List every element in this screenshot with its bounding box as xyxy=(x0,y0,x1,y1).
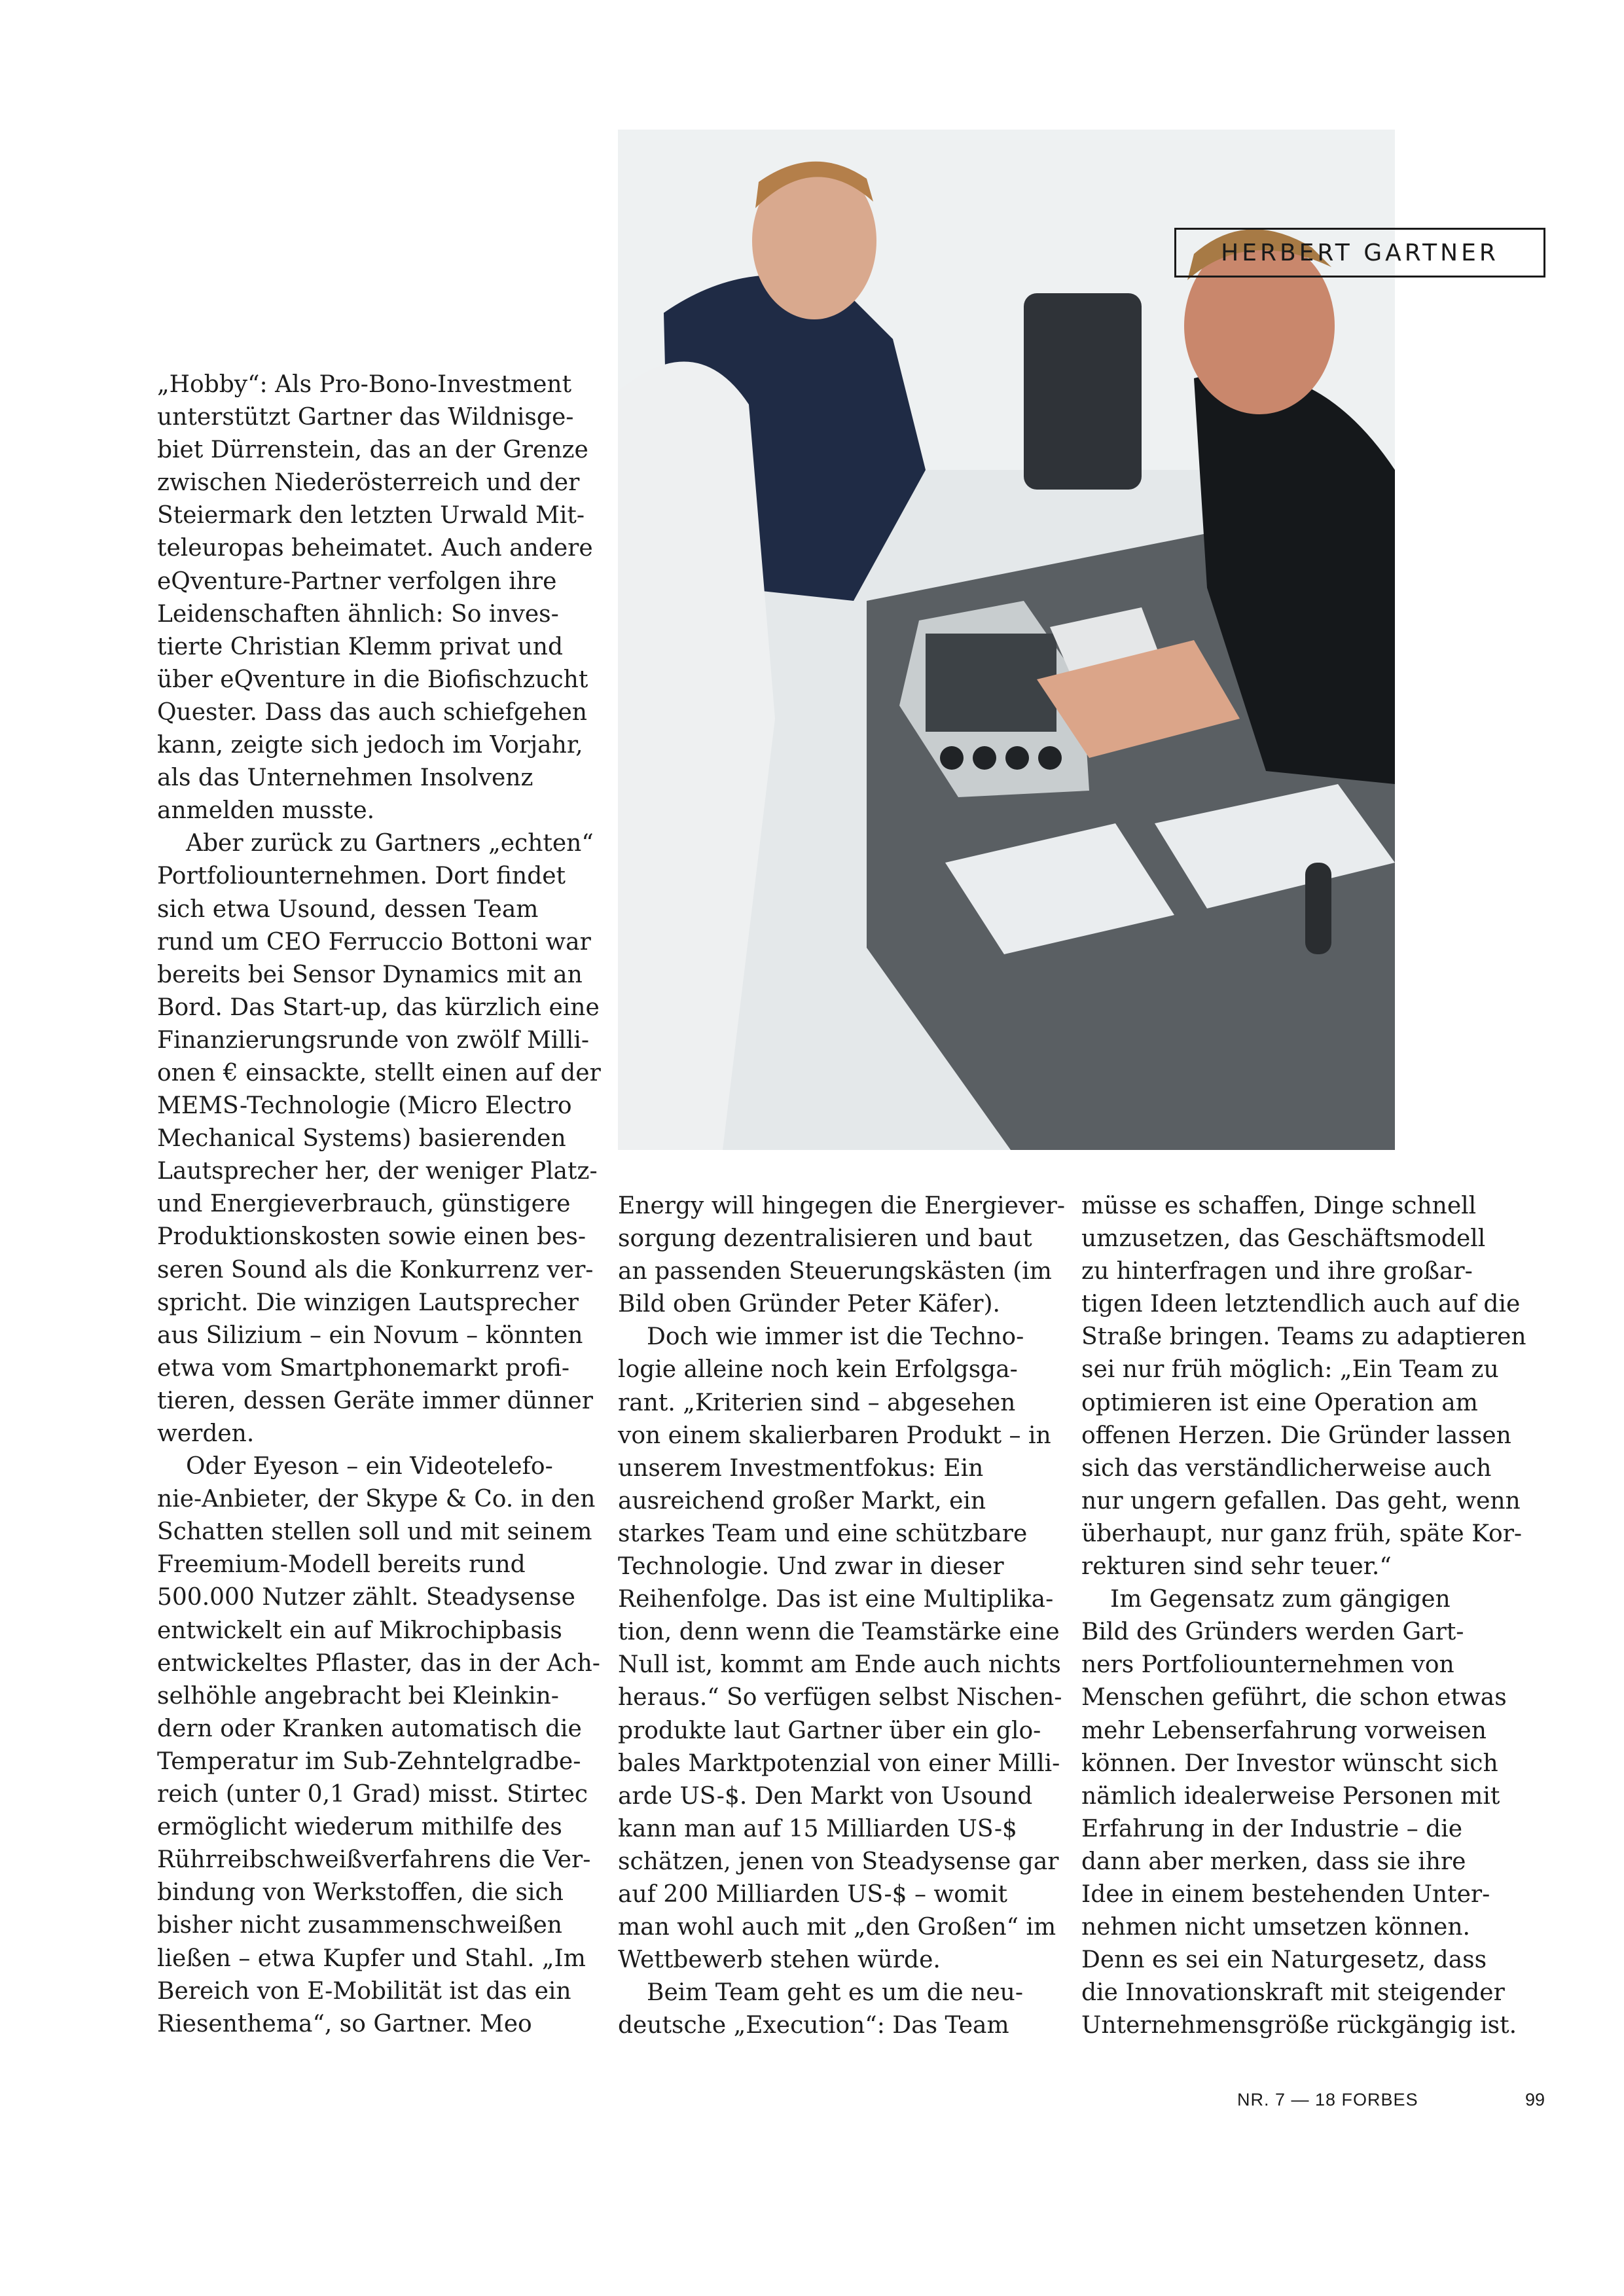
text-column-right xyxy=(1081,1190,1526,2042)
text-line: dern oder Kranken automatisch die xyxy=(157,1715,582,1742)
text-line: tierte Christian Klemm privat und xyxy=(157,633,564,660)
text-line: Produktionskosten sowie einen bes- xyxy=(157,1223,586,1251)
text-line: heraus.“ So verfügen selbst Nischen- xyxy=(618,1684,1062,1712)
text-line: Im Gegensatz zum gängigen xyxy=(1110,1586,1451,1613)
text-line: Mechanical Systems) basierenden xyxy=(157,1125,566,1153)
text-line: Quester. Dass das auch schiefgehen xyxy=(157,698,587,726)
text-line: Portfoliounternehmen. Dort findet xyxy=(157,863,566,890)
text-line: rund um CEO Ferruccio Bottoni war xyxy=(157,928,591,956)
text-line: 500.000 Nutzer zählt. Steadysense xyxy=(157,1584,575,1611)
text-line: Bild oben Gründer Peter Käfer). xyxy=(618,1291,1000,1318)
text-line: tigen Ideen letztendlich auch auf die xyxy=(1081,1291,1521,1318)
text-line: mehr Lebenserfahrung vorweisen xyxy=(1081,1717,1487,1744)
text-line: Reihenfolge. Das ist eine Multiplika- xyxy=(618,1586,1054,1613)
text-line: eQventure-Partner verfolgen ihre xyxy=(157,567,557,595)
footer-page-number: 99 xyxy=(1525,2090,1545,2109)
section-label: HERBERT GARTNER xyxy=(1174,228,1545,278)
text-line: bales Marktpotenzial von einer Milli- xyxy=(618,1749,1060,1777)
text-line: Denn es sei ein Naturgesetz, dass xyxy=(1081,1946,1487,1974)
text-line: können. Der Investor wünscht sich xyxy=(1081,1749,1498,1777)
text-line: Schatten stellen soll und mit seinem xyxy=(157,1518,592,1546)
text-line: Oder Eyeson – ein Videotelefo- xyxy=(186,1453,553,1480)
text-line: aus Silizium – ein Novum – könnten xyxy=(157,1321,583,1349)
text-line: sich das verständlicherweise auch xyxy=(1081,1454,1492,1482)
text-line: tion, denn wenn die Teamstärke eine xyxy=(618,1619,1060,1646)
text-line: selhöhle angebracht bei Kleinkin- xyxy=(157,1682,559,1710)
text-line: deutsche „Execution“: Das Team xyxy=(618,2012,1009,2039)
text-line: Null ist, kommt am Ende auch nichts xyxy=(618,1651,1061,1679)
text-line: Idee in einem bestehenden Unter- xyxy=(1081,1880,1490,1908)
text-line: als das Unternehmen Insolvenz xyxy=(157,764,533,792)
text-line: Lautsprecher her, der weniger Platz- xyxy=(157,1158,598,1185)
text-line: sich etwa Usound, dessen Team xyxy=(157,895,539,923)
text-line: dann aber merken, dass sie ihre xyxy=(1081,1848,1466,1875)
text-line: Energy will hingegen die Energiever- xyxy=(618,1193,1065,1219)
text-line: Riesenthema“, so Gartner. Meo xyxy=(157,2010,532,2037)
text-column-middle xyxy=(618,1190,1065,2042)
text-line: sei nur früh möglich: „Ein Team zu xyxy=(1081,1356,1499,1384)
text-line: Aber zurück zu Gartners „echten“ xyxy=(186,830,594,857)
text-line: Bereich von E-Mobilität ist das ein xyxy=(157,1977,571,2005)
text-line: teleuropas beheimatet. Auch andere xyxy=(157,535,593,562)
text-line: von einem skalierbaren Produkt – in xyxy=(618,1422,1051,1449)
text-line: bisher nicht zusammenschweißen xyxy=(157,1912,562,1939)
text-line: Beim Team geht es um die neu- xyxy=(647,1979,1023,2007)
text-line: und Energieverbrauch, günstigere xyxy=(157,1191,571,1218)
text-line: biet Dürrenstein, das an der Grenze xyxy=(157,437,588,464)
article-photo xyxy=(618,130,1395,1150)
text-line: entwickeltes Pflaster, das in der Ach- xyxy=(157,1649,600,1677)
text-line: rant. „Kriterien sind – abgesehen xyxy=(618,1389,1016,1416)
text-line: die Innovationskraft mit steigender xyxy=(1081,1979,1505,2007)
text-line: unterstützt Gartner das Wildnisge- xyxy=(157,404,574,431)
text-line: Doch wie immer ist die Techno- xyxy=(647,1323,1024,1351)
text-line: anmelden musste. xyxy=(157,797,375,825)
text-line: optimieren ist eine Operation am xyxy=(1081,1389,1478,1416)
text-line: etwa vom Smartphonemarkt profi- xyxy=(157,1354,570,1382)
text-line: ausreichend großer Markt, ein xyxy=(618,1487,986,1515)
text-line: Leidenschaften ähnlich: So inves- xyxy=(157,600,559,628)
text-line: man wohl auch mit „den Großen“ im xyxy=(618,1914,1056,1941)
text-line: Technologie. Und zwar in dieser xyxy=(618,1553,1004,1581)
text-line: ließen – etwa Kupfer und Stahl. „Im xyxy=(157,1945,586,1972)
text-line: auf 200 Milliarden US-$ – womit xyxy=(618,1880,1008,1908)
text-line: schätzen, jenen von Steadysense gar xyxy=(618,1848,1059,1875)
text-line: entwickelt ein auf Mikrochipbasis xyxy=(157,1617,562,1644)
text-line: kann, zeigte sich jedoch im Vorjahr, xyxy=(157,732,583,759)
text-line: tieren, dessen Geräte immer dünner xyxy=(157,1387,593,1414)
text-line: arde US-$. Den Markt von Usound xyxy=(618,1782,1033,1810)
text-line: Erfahrung in der Industrie – die xyxy=(1081,1815,1463,1842)
text-line: rekturen sind sehr teuer.“ xyxy=(1081,1553,1392,1581)
text-line: logie alleine noch kein Erfolgsga- xyxy=(618,1356,1018,1384)
text-line: MEMS-Technologie (Micro Electro xyxy=(157,1092,572,1120)
text-line: nämlich idealerweise Personen mit xyxy=(1081,1782,1500,1810)
text-line: Temperatur im Sub-Zehntelgradbe- xyxy=(157,1748,581,1775)
text-line: Freemium-Modell bereits rund xyxy=(157,1551,526,1579)
text-line: reich (unter 0,1 Grad) misst. Stirtec xyxy=(157,1781,588,1808)
text-line: nehmen nicht umsetzen können. xyxy=(1081,1914,1470,1941)
text-line: Rührreibschweißverfahrens die Ver- xyxy=(157,1846,591,1874)
text-line: spricht. Die winzigen Lautsprecher xyxy=(157,1289,579,1316)
text-line: Straße bringen. Teams zu adaptieren xyxy=(1081,1323,1526,1351)
text-line: onen € einsackte, stellt einen auf der xyxy=(157,1059,601,1086)
text-line: bereits bei Sensor Dynamics mit an xyxy=(157,961,583,988)
text-line: starkes Team und eine schützbare xyxy=(618,1520,1028,1547)
text-line: Finanzierungsrunde von zwölf Milli- xyxy=(157,1026,590,1054)
text-line: überhaupt, nur ganz früh, späte Kor- xyxy=(1081,1520,1523,1547)
meeting-photo-illustration xyxy=(618,130,1395,1150)
text-line: produkte laut Gartner über ein glo- xyxy=(618,1717,1041,1744)
text-line: offenen Herzen. Die Gründer lassen xyxy=(1081,1422,1511,1449)
text-line: müsse es schaffen, Dinge schnell xyxy=(1081,1193,1477,1219)
footer-magazine-issue: NR. 7 — 18 FORBES xyxy=(1237,2090,1418,2109)
text-line: an passenden Steuerungskästen (im xyxy=(618,1258,1052,1285)
text-line: unserem Investmentfokus: Ein xyxy=(618,1454,984,1482)
text-line: werden. xyxy=(157,1420,255,1447)
text-line: ermöglicht wiederum mithilfe des xyxy=(157,1814,562,1841)
text-line: ners Portfoliounternehmen von xyxy=(1081,1651,1454,1679)
text-line: „Hobby“: Als Pro-Bono-Investment xyxy=(157,371,572,398)
text-line: Steiermark den letzten Urwald Mit- xyxy=(157,502,585,529)
text-line: zwischen Niederösterreich und der xyxy=(157,469,580,497)
text-line: Wettbewerb stehen würde. xyxy=(618,1946,941,1974)
text-line: nie-Anbieter, der Skype & Co. in den xyxy=(157,1486,596,1513)
text-line: Bild des Gründers werden Gart- xyxy=(1081,1619,1464,1646)
text-line: bindung von Werkstoffen, die sich xyxy=(157,1879,564,1907)
text-line: umzusetzen, das Geschäftsmodell xyxy=(1081,1225,1486,1253)
text-line: seren Sound als die Konkurrenz ver- xyxy=(157,1256,594,1283)
text-line: Unternehmensgröße rückgängig ist. xyxy=(1081,2012,1517,2039)
text-line: Menschen geführt, die schon etwas xyxy=(1081,1684,1507,1712)
text-line: nur ungern gefallen. Das geht, wenn xyxy=(1081,1487,1521,1515)
text-line: sorgung dezentralisieren und baut xyxy=(618,1225,1032,1253)
text-line: Bord. Das Start-up, das kürzlich eine xyxy=(157,994,600,1021)
text-column-left xyxy=(157,368,601,2041)
text-line: über eQventure in die Biofischzucht xyxy=(157,666,588,693)
text-line: kann man auf 15 Milliarden US-$ xyxy=(618,1815,1017,1842)
text-line: zu hinterfragen und ihre großar- xyxy=(1081,1258,1473,1285)
